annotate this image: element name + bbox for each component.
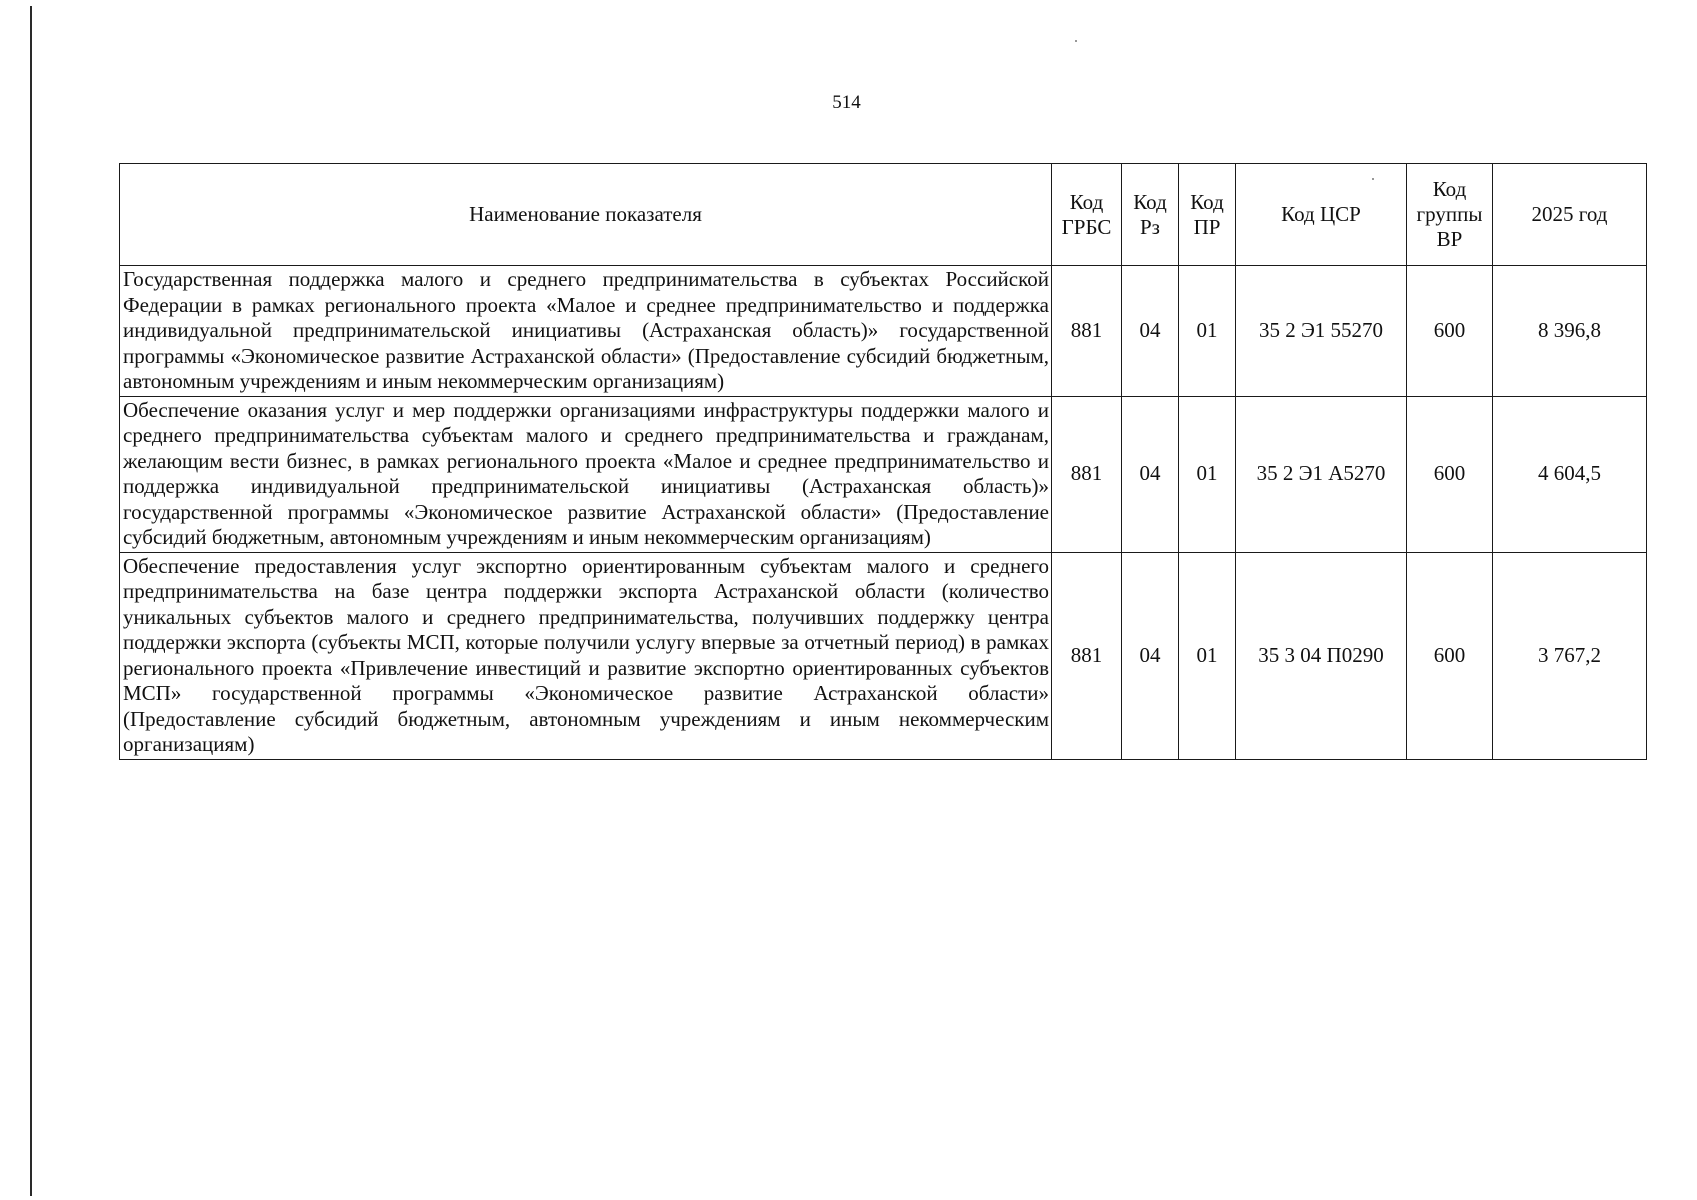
header-year-2025: 2025 год bbox=[1493, 164, 1647, 266]
header-indicator-name: Наименование показателя bbox=[120, 164, 1052, 266]
amount-2025-cell: 4 604,5 bbox=[1493, 396, 1647, 552]
table-row bbox=[120, 266, 1647, 397]
vr-group-code-cell: 600 bbox=[1407, 396, 1493, 552]
pr-code-cell: 01 bbox=[1179, 266, 1236, 397]
csr-code-cell: 35 3 04 П0290 bbox=[1236, 552, 1407, 759]
grbs-code-cell: 881 bbox=[1052, 396, 1122, 552]
rz-code-cell: 04 bbox=[1122, 396, 1179, 552]
indicator-name-cell: Обеспечение оказания услуг и мер поддержки организациями инфраструктуры поддержки малого и среднего предпринимательства субъектам малого и среднего предпринимательства и гражданам, желающим вести бизнес, в рамках регионального проекта «Малое и среднее предпринимательство и поддержка индивидуальной предпринимательской инициативы (Астраханская область)» государственной программы «Экономическое развитие Астраханской области» (Предоставление субсидий бюджетным, автономным учреждениям и иным некоммерческим организациям) bbox=[120, 396, 1052, 552]
grbs-code-cell: 881 bbox=[1052, 552, 1122, 759]
pr-code-cell: 01 bbox=[1179, 552, 1236, 759]
vr-group-code-cell: 600 bbox=[1407, 552, 1493, 759]
scan-speck bbox=[1075, 40, 1077, 42]
page-number: 514 bbox=[832, 92, 861, 113]
csr-code-cell: 35 2 Э1 А5270 bbox=[1236, 396, 1407, 552]
csr-code-cell: 35 2 Э1 55270 bbox=[1236, 266, 1407, 397]
pr-code-cell: 01 bbox=[1179, 396, 1236, 552]
table-row bbox=[120, 552, 1647, 759]
header-csr-code: Код ЦСР bbox=[1236, 164, 1407, 266]
header-rz-code: Код Рз bbox=[1122, 164, 1179, 266]
header-pr-code: Код ПР bbox=[1179, 164, 1236, 266]
budget-table bbox=[119, 163, 1647, 760]
grbs-code-cell: 881 bbox=[1052, 266, 1122, 397]
indicator-name-cell: Государственная поддержка малого и среднего предпринимательства в субъектах Российской Федерации в рамках регионального проекта «Малое и среднее предпринимательство и поддержка индивидуальной предпринимательской инициативы (Астраханская область)» государственной программы «Экономическое развитие Астраханской области» (Предоставление субсидий бюджетным, автономным учреждениям и иным некоммерческим организациям) bbox=[120, 266, 1052, 397]
binding-edge-line bbox=[30, 6, 32, 1196]
table-row bbox=[120, 396, 1647, 552]
vr-group-code-cell: 600 bbox=[1407, 266, 1493, 397]
amount-2025-cell: 3 767,2 bbox=[1493, 552, 1647, 759]
rz-code-cell: 04 bbox=[1122, 552, 1179, 759]
header-vr-group-code: Код группы ВР bbox=[1407, 164, 1493, 266]
rz-code-cell: 04 bbox=[1122, 266, 1179, 397]
amount-2025-cell: 8 396,8 bbox=[1493, 266, 1647, 397]
header-grbs-code: Код ГРБС bbox=[1052, 164, 1122, 266]
indicator-name-cell: Обеспечение предоставления услуг экспортно ориентированным субъектам малого и среднего предпринимательства на базе центра поддержки экспорта Астраханской области (количество уникальных субъектов малого и среднего предпринимательства, получивших поддержку центра поддержки экспорта (субъекты МСП, которые получили услугу впервые за отчетный период) в рамках регионального проекта «Привлечение инвестиций и развитие экспортно ориентированных субъектов МСП» государственной программы «Экономическое развитие Астраханской области» (Предоставление субсидий бюджетным, автономным учреждениям и иным некоммерческим организациям) bbox=[120, 552, 1052, 759]
table-header-row bbox=[120, 164, 1647, 266]
